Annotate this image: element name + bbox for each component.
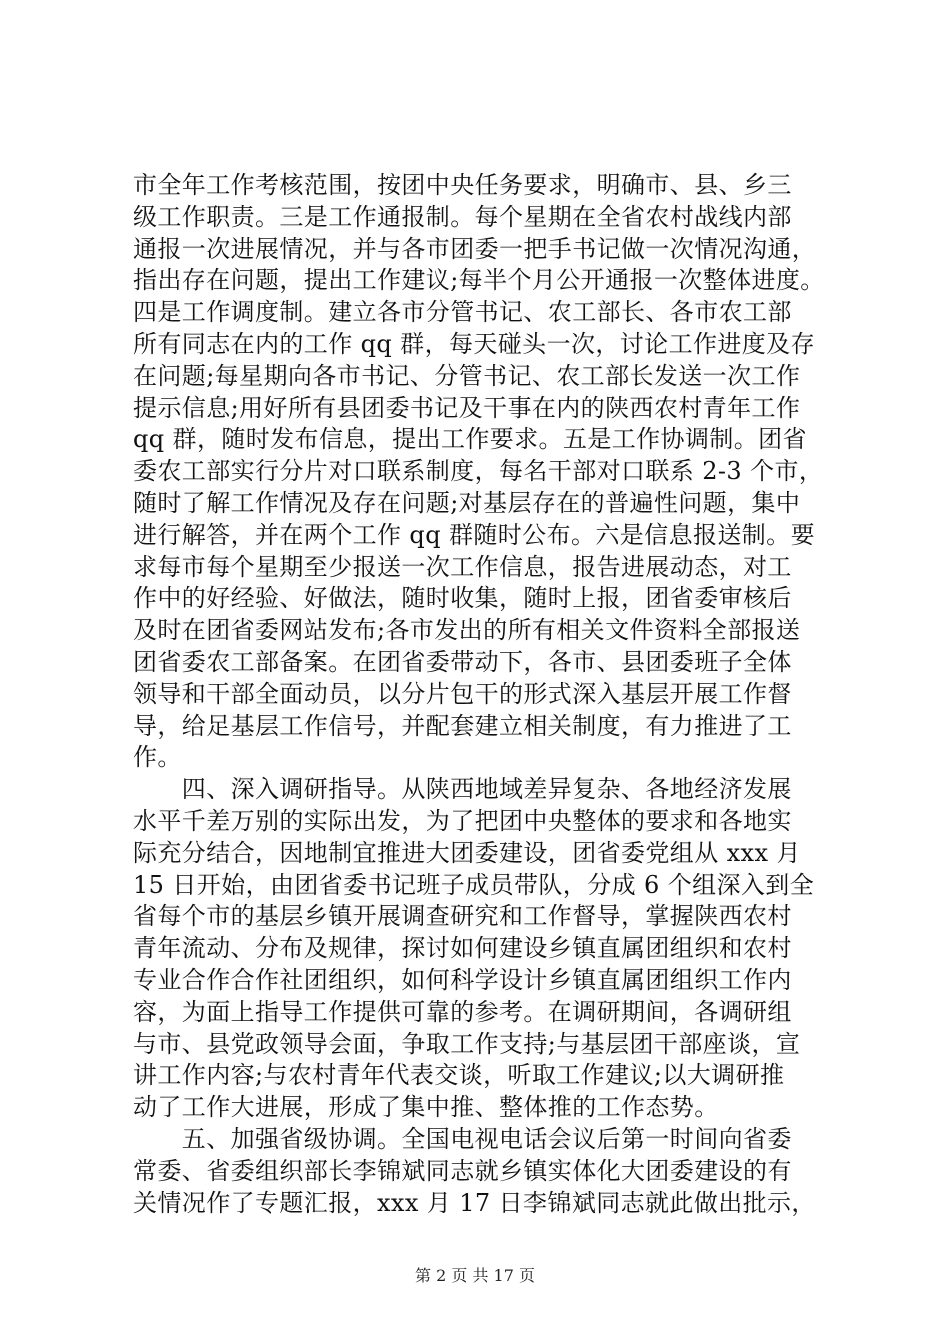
- text-line: 关情况作了专题汇报，xxx 月 17 日李锦斌同志就此做出批示，: [133, 1188, 816, 1217]
- text-line: 求每市每个星期至少报送一次工作信息，报告进展动态，对工: [133, 552, 792, 581]
- text-line: qq 群，随时发布信息，提出工作要求。五是工作协调制。团省: [133, 425, 807, 454]
- text-line: 容，为面上指导工作提供可靠的参考。在调研期间，各调研组: [133, 997, 792, 1026]
- text-line: 省每个市的基层乡镇开展调查研究和工作督导，掌握陕西农村: [133, 902, 792, 931]
- paragraph-start-line: 四、深入调研指导。从陕西地域差异复杂、各地经济发展: [133, 775, 792, 804]
- text-line: 进行解答，并在两个工作 qq 群随时公布。六是信息报送制。要: [133, 520, 815, 549]
- text-line: 与市、县党政领导会面，争取工作支持;与基层团干部座谈，宣: [133, 1029, 801, 1058]
- text-line: 级工作职责。三是工作通报制。每个星期在全省农村战线内部: [133, 202, 792, 231]
- text-line: 青年流动、分布及规律，探讨如何建设乡镇直属团组织和农村: [133, 934, 792, 963]
- text-line: 所有同志在内的工作 qq 群，每天碰头一次，讨论工作进度及存: [133, 329, 815, 358]
- text-line: 随时了解工作情况及存在问题;对基层存在的普遍性问题，集中: [133, 488, 801, 517]
- text-line: 常委、省委组织部长李锦斌同志就乡镇实体化大团委建设的有: [133, 1156, 792, 1185]
- text-line: 提示信息;用好所有县团委书记及干事在内的陕西农村青年工作: [133, 393, 801, 422]
- text-line: 通报一次进展情况，并与各市团委一把手书记做一次情况沟通，: [133, 234, 817, 263]
- text-line: 水平千差万别的实际出发，为了把团中央整体的要求和各地实: [133, 806, 792, 835]
- document-body: [133, 170, 833, 1219]
- text-line: 四是工作调度制。建立各市分管书记、农工部长、各市农工部: [133, 298, 792, 327]
- text-line: 专业合作合作社团组织，如何科学设计乡镇直属团组织工作内: [133, 965, 792, 994]
- text-line: 讲工作内容;与农村青年代表交谈，听取工作建议;以大调研推: [133, 1061, 785, 1090]
- text-line: 动了工作大进展，形成了集中推、整体推的工作态势。: [133, 1093, 719, 1122]
- text-line: 作中的好经验、好做法，随时收集，随时上报，团省委审核后: [133, 584, 792, 613]
- text-line: 指出存在问题，提出工作建议;每半个月公开通报一次整体进度。: [133, 266, 825, 295]
- page-number-footer: 第 2 页 共 17 页: [415, 1266, 535, 1285]
- paragraph-start-line: 五、加强省级协调。全国电视电话会议后第一时间向省委: [133, 1124, 792, 1153]
- text-line: 委农工部实行分片对口联系制度，每名干部对口联系 2-3 个市，: [133, 457, 824, 486]
- text-line: 团省委农工部备案。在团省委带动下，各市、县团委班子全体: [133, 647, 792, 676]
- text-line: 导，给足基层工作信号，并配套建立相关制度，有力推进了工: [133, 711, 792, 740]
- text-line: 作。: [133, 743, 182, 772]
- text-line: 领导和干部全面动员，以分片包干的形式深入基层开展工作督: [133, 679, 792, 708]
- text-line: 际充分结合，因地制宜推进大团委建设，团省委党组从 xxx 月: [133, 838, 801, 867]
- text-line: 市全年工作考核范围，按团中央任务要求，明确市、县、乡三: [133, 171, 792, 199]
- text-line: 在问题;每星期向各市书记、分管书记、农工部长发送一次工作: [133, 361, 801, 390]
- text-line: 15 日开始，由团省委书记班子成员带队，分成 6 个组深入到全: [133, 870, 815, 899]
- text-line: 及时在团省委网站发布;各市发出的所有相关文件资料全部报送: [133, 616, 801, 645]
